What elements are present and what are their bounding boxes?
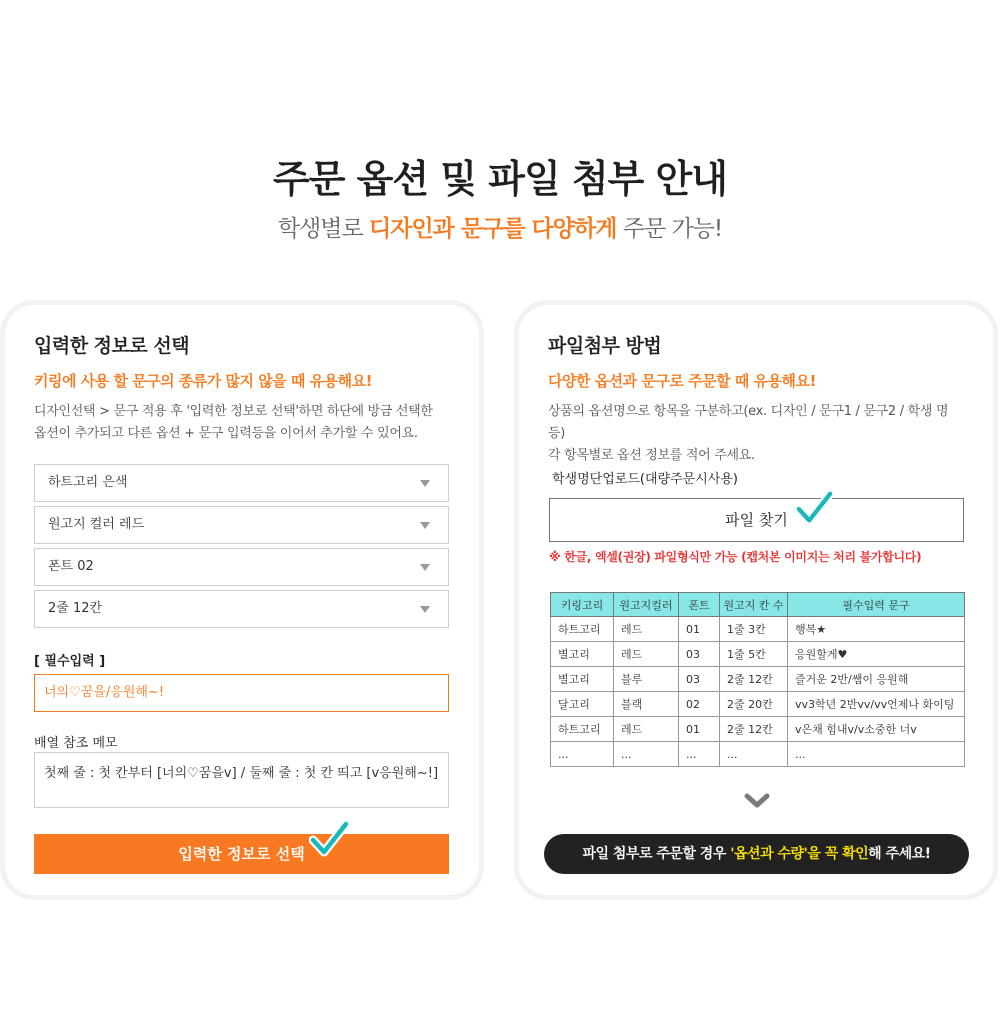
button-label: 파일 찾기 [725, 511, 788, 529]
table-cell: v은채 힘내v/v소중한 너v [788, 717, 965, 742]
file-attach-card [514, 300, 998, 900]
required-label: [ 필수입력 ] [34, 654, 106, 669]
check-icon [309, 820, 349, 860]
select-value: 하트고리 은색 [48, 475, 128, 490]
table-cell: 2줄 20칸 [720, 692, 788, 717]
caret-down-icon [420, 606, 430, 613]
table-cell: 01 [679, 617, 720, 642]
table-cell: 레드 [614, 717, 679, 742]
memo-textarea[interactable]: 첫째 줄 : 첫 칸부터 [너의♡꿈을v] / 둘째 줄 : 첫 칸 띄고 [v응원해~!] [34, 752, 449, 808]
memo-label: 배열 참조 메모 [34, 736, 118, 751]
table-cell: ... [614, 742, 679, 767]
table-cell: 블랙 [614, 692, 679, 717]
font-select[interactable] [34, 548, 449, 586]
file-order-notice-button[interactable] [544, 834, 969, 874]
table-cell: 02 [679, 692, 720, 717]
sample-table [550, 592, 965, 767]
table-cell: ... [551, 742, 614, 767]
notice-post: 해 주세요! [868, 846, 931, 862]
keyring-select[interactable] [34, 464, 449, 502]
table-cell: 행복★ [788, 617, 965, 642]
card-accent-text: 다양한 옵션과 문구로 주문할 때 유용해요! [548, 372, 816, 390]
select-value: 폰트 02 [48, 559, 94, 574]
table-row [551, 742, 965, 767]
paper-color-select[interactable] [34, 506, 449, 544]
table-cell: 2줄 12칸 [720, 717, 788, 742]
caret-down-icon [420, 480, 430, 487]
table-cell: 블루 [614, 667, 679, 692]
page-title: 주문 옵션 및 파일 첨부 안내 [273, 157, 727, 201]
upload-label: 학생명단업로드(대량주문시사용) [552, 472, 738, 487]
desc-line: 디자인선택 > 문구 적용 후 '입력한 정보로 선택'하면 하단에 방금 선택한 [34, 404, 433, 419]
select-value: 2줄 12칸 [48, 601, 103, 616]
table-row [551, 667, 965, 692]
column-header: 폰트 [679, 593, 720, 617]
table-cell: 1줄 3칸 [720, 617, 788, 642]
card-description [548, 401, 968, 467]
column-header: 키링고리 [551, 593, 614, 617]
table-cell: ... [679, 742, 720, 767]
select-with-info-button[interactable] [34, 834, 449, 874]
table-cell: ... [720, 742, 788, 767]
table-cell: 즐거운 2반/쌤이 응원해 [788, 667, 965, 692]
column-header: 원고지컬러 [614, 593, 679, 617]
button-label: 입력한 정보로 선택 [178, 845, 305, 863]
card-title: 파일첨부 방법 [548, 335, 662, 357]
desc-line: 옵션이 추가되고 다른 옵션 + 문구 입력등을 이어서 추가할 수 있어요. [34, 426, 418, 441]
table-cell: ... [788, 742, 965, 767]
table-cell: 03 [679, 642, 720, 667]
subtitle-highlight: 디자인과 문구를 다양하게 [369, 216, 617, 242]
subtitle-pre: 학생별로 [277, 216, 370, 242]
subtitle-post: 주문 가능! [616, 216, 723, 242]
card-accent-text: 키링에 사용 할 문구의 종류가 많지 않을 때 유용해요! [34, 372, 372, 390]
find-file-button[interactable] [549, 498, 964, 542]
notice-pre: 파일 첨부로 주문할 경우 [582, 846, 731, 862]
caret-down-icon [420, 522, 430, 529]
table-cell: 달고리 [551, 692, 614, 717]
table-cell: 응원할게♥ [788, 642, 965, 667]
table-cell: 레드 [614, 642, 679, 667]
file-format-warning: ※ 한글, 엑셀(권장) 파일형식만 가능 (캡처본 이미지는 처리 불가합니다) [549, 550, 922, 564]
select-value: 원고지 컬러 레드 [48, 517, 145, 532]
table-cell: 별고리 [551, 642, 614, 667]
chevron-down-icon [744, 793, 770, 809]
table-cell: 2줄 12칸 [720, 667, 788, 692]
table-row [551, 692, 965, 717]
caret-down-icon [420, 564, 430, 571]
select-info-card [0, 300, 484, 900]
table-row [551, 642, 965, 667]
page-subtitle [0, 210, 1000, 243]
table-cell: vv3학년 2반vv/vv언제나 화이팅 [788, 692, 965, 717]
table-cell: 별고리 [551, 667, 614, 692]
card-description [34, 401, 454, 445]
card-title: 입력한 정보로 선택 [34, 335, 190, 357]
column-header: 필수입력 문구 [788, 593, 965, 617]
required-text-input[interactable]: 너의♡꿈을/응원해~! [34, 674, 449, 712]
column-header: 원고지 칸 수 [720, 593, 788, 617]
notice-highlight: '옵션과 수량'을 꼭 확인 [730, 846, 869, 862]
table-header-row [551, 593, 965, 617]
desc-line: 각 항목별로 옵션 정보를 적어 주세요. [548, 448, 755, 463]
table-cell: 1줄 5칸 [720, 642, 788, 667]
check-icon [795, 490, 833, 528]
desc-line: 상품의 옵션명으로 항목을 구분하고(ex. 디자인 / 문구1 / 문구2 / 학생 명 등) [548, 404, 949, 441]
table-cell: 03 [679, 667, 720, 692]
table-row [551, 617, 965, 642]
table-cell: 하트고리 [551, 717, 614, 742]
cell-count-select[interactable] [34, 590, 449, 628]
table-cell: 레드 [614, 617, 679, 642]
table-cell: 하트고리 [551, 617, 614, 642]
table-row [551, 717, 965, 742]
table-cell: 01 [679, 717, 720, 742]
